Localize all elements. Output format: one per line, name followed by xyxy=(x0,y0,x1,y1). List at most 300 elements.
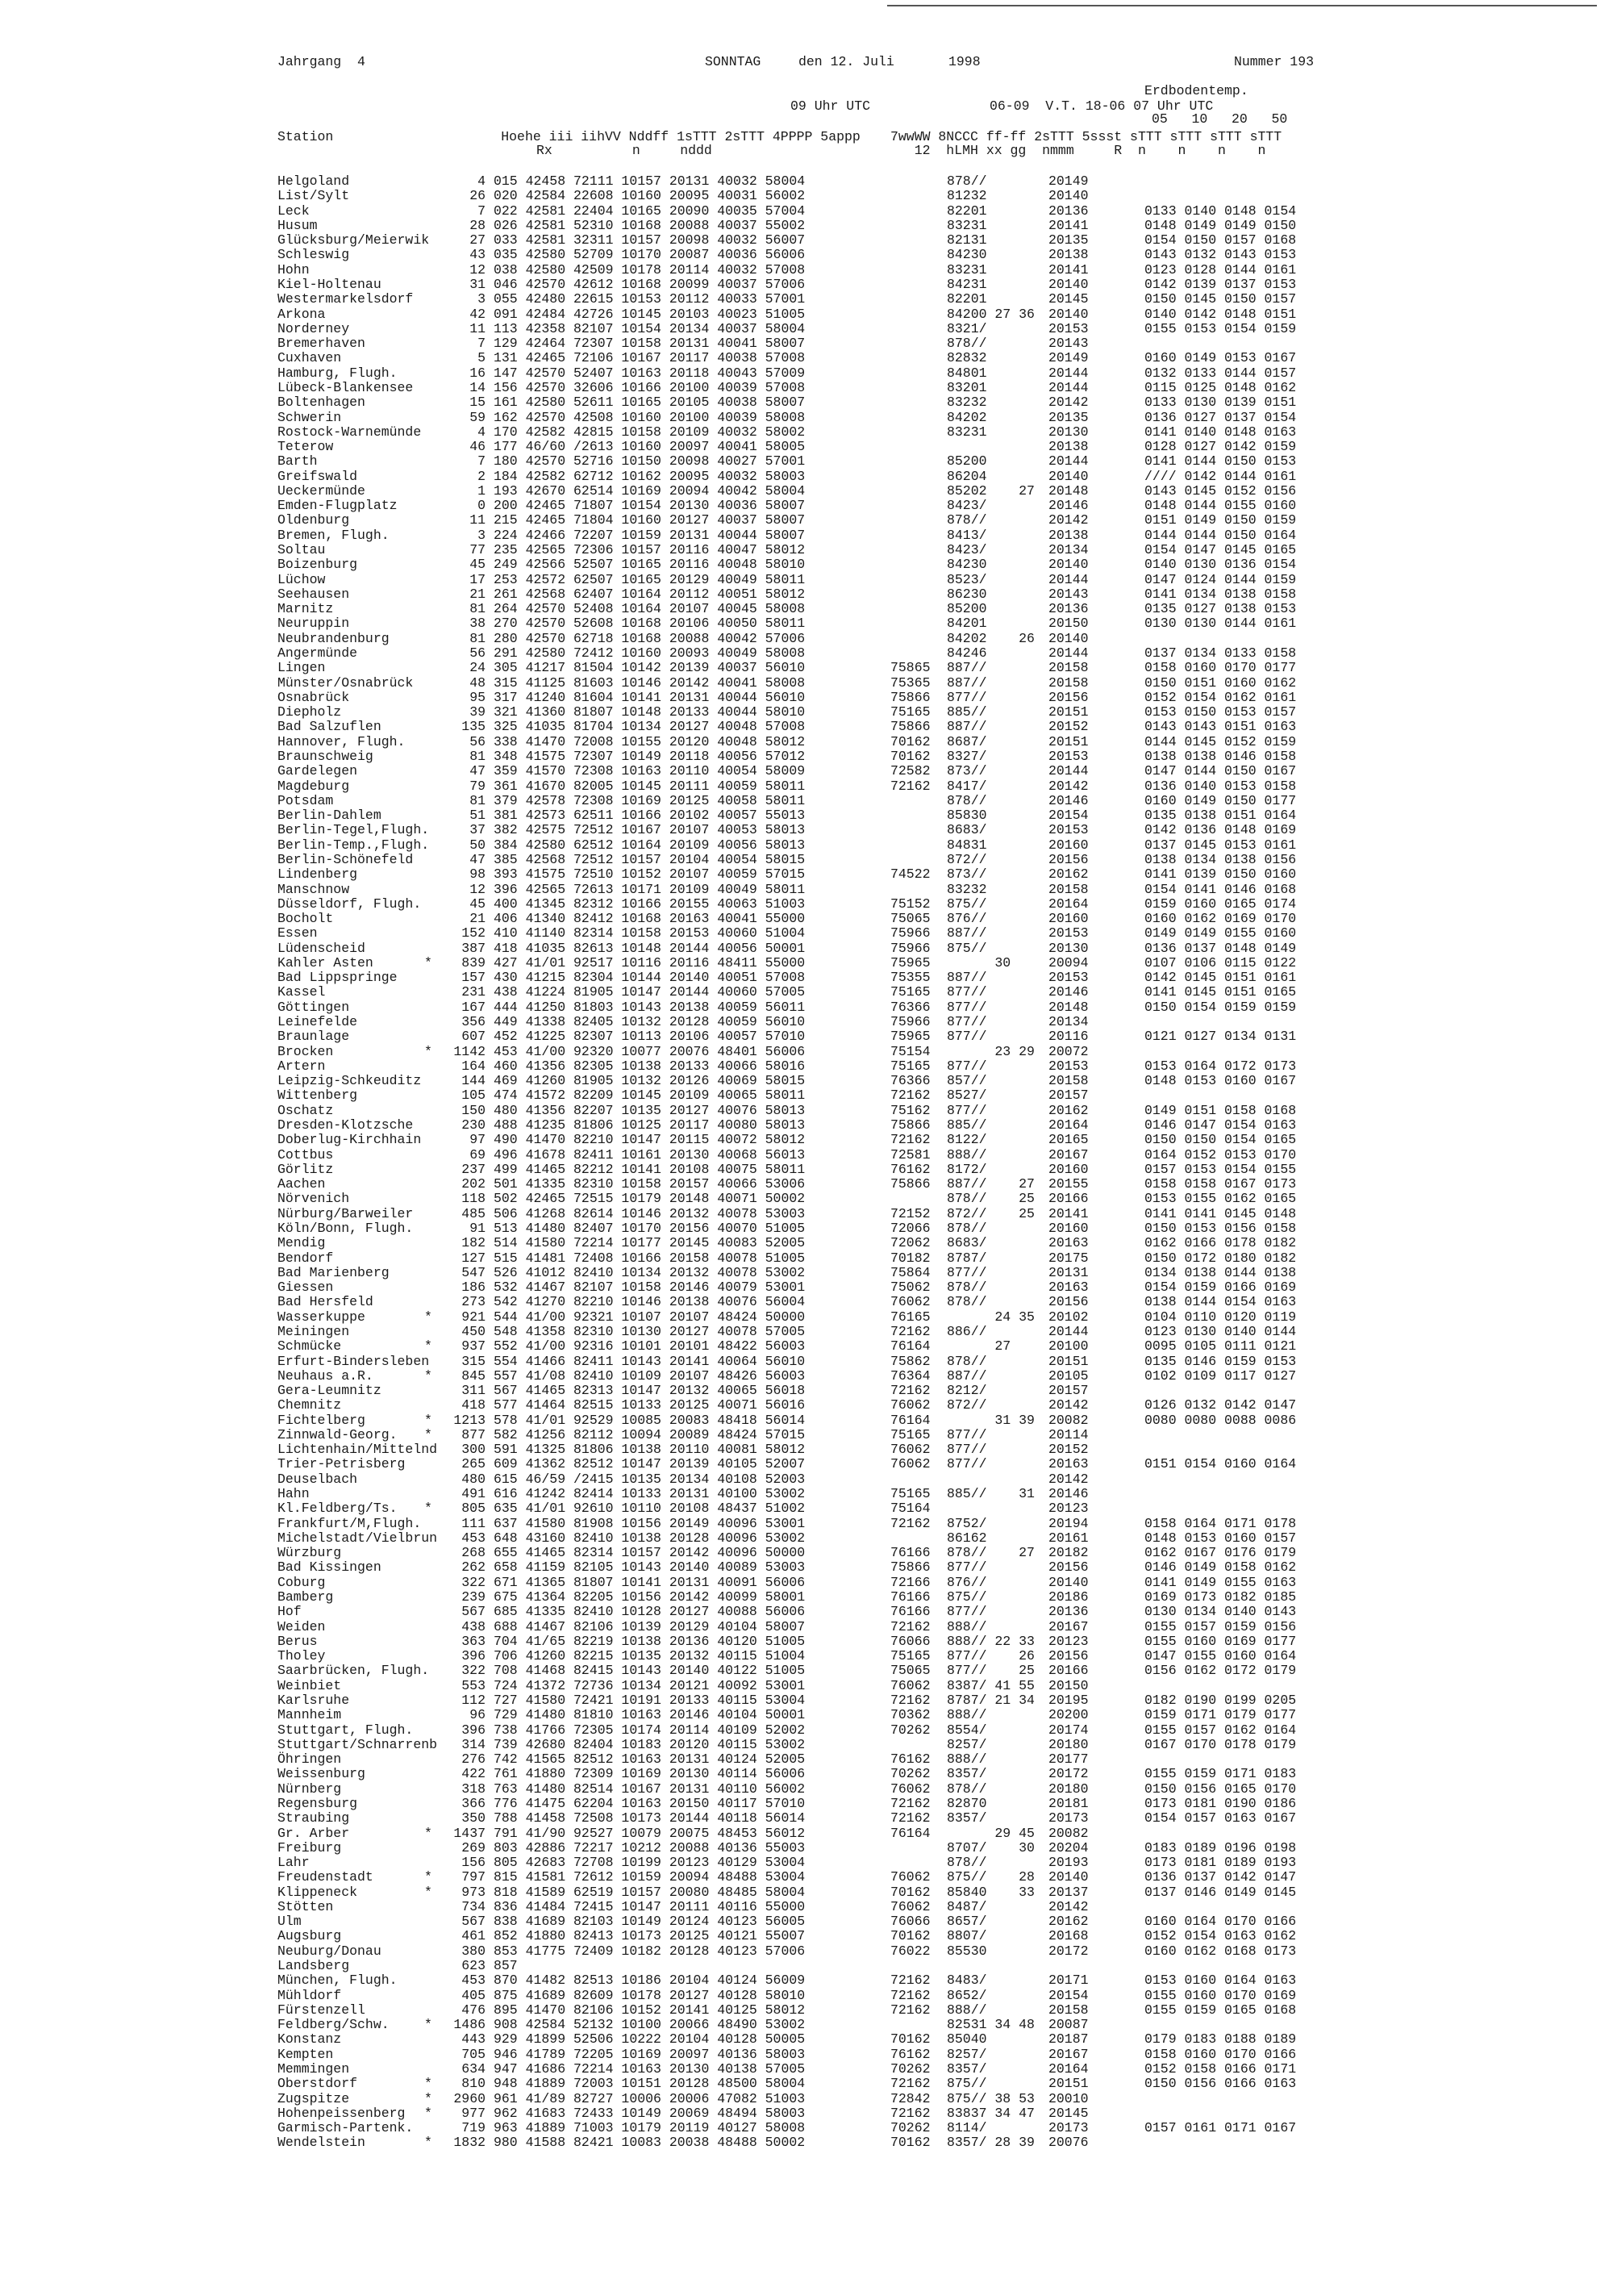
station-name: Stuttgart, Flugh. xyxy=(277,1722,414,1738)
weather-group: 72152 xyxy=(890,1205,931,1221)
soil-temperatures: 0137 0146 0149 0145 xyxy=(1144,1884,1297,1900)
weather-group: 75866 xyxy=(890,1176,931,1192)
station-name: Kassel xyxy=(277,984,326,1000)
station-name: Bremerhaven xyxy=(277,336,365,352)
weather-group: 72162 xyxy=(890,1972,931,1989)
station-height: 453 xyxy=(461,1972,486,1989)
station-name: Lingen xyxy=(277,660,326,676)
synop-groups: 270 42570 52608 10168 20106 40050 58011 xyxy=(494,616,806,632)
station-height: 734 xyxy=(461,1898,486,1914)
weather-group: 70162 xyxy=(890,2135,931,2151)
synop-groups: 763 41480 82514 10167 20131 40110 56002 xyxy=(494,1780,806,1797)
weather-group: 75165 xyxy=(890,1058,931,1074)
min-temp-group: 20135 xyxy=(1048,232,1089,248)
station-height: 95 xyxy=(469,689,486,705)
soil-temperatures: 0148 0144 0155 0160 xyxy=(1144,498,1297,514)
cloud-wind-group: 877// xyxy=(947,1604,987,1620)
station-name: Lahr xyxy=(277,1855,310,1871)
table-row xyxy=(277,1266,1600,1280)
min-temp-group: 20138 xyxy=(1048,527,1089,543)
station-name: Deuselbach xyxy=(277,1471,358,1487)
station-name: Angermünde xyxy=(277,645,358,661)
station-name: Wittenberg xyxy=(277,1087,358,1104)
station-height: 485 xyxy=(461,1205,486,1221)
synop-groups: 035 42580 52709 10170 20087 40036 56006 xyxy=(494,247,806,263)
min-temp-group: 20116 xyxy=(1048,1029,1089,1045)
station-height: 315 xyxy=(461,1353,486,1369)
station-name: Rostock-Warnemünde xyxy=(277,424,422,440)
min-temp-group: 20153 xyxy=(1048,748,1089,764)
soil-temperatures: 0158 0164 0171 0178 xyxy=(1144,1515,1297,1531)
station-name: Hof xyxy=(277,1604,302,1620)
station-name: Berus xyxy=(277,1633,318,1649)
synop-groups: 131 42465 72106 10167 20117 40038 57008 xyxy=(494,350,806,366)
cloud-wind-group: 8212/ xyxy=(947,1383,987,1399)
station-height: 3 xyxy=(477,291,486,307)
soil-temperatures: 0136 0137 0148 0149 xyxy=(1144,940,1297,956)
table-row xyxy=(277,2003,1600,2018)
table-row xyxy=(277,1708,1600,1722)
station-name: Konstanz xyxy=(277,2031,342,2048)
station-name: Manschnow xyxy=(277,881,350,897)
station-height: 11 xyxy=(469,320,486,336)
station-name: Bocholt xyxy=(277,911,334,927)
table-row xyxy=(277,1355,1600,1369)
station-name: Oschatz xyxy=(277,1102,334,1118)
station-height: 547 xyxy=(461,1264,486,1280)
station-height: 366 xyxy=(461,1795,486,1811)
table-row xyxy=(277,602,1600,616)
weather-group: 72162 xyxy=(890,1987,931,2003)
soil-temperatures: 0121 0127 0134 0131 xyxy=(1144,1029,1297,1045)
table-row xyxy=(277,2106,1600,2121)
weather-group: 70262 xyxy=(890,2061,931,2077)
weather-group: 75966 xyxy=(890,925,931,941)
weather-group: 75365 xyxy=(890,674,931,691)
station-name: Mannheim xyxy=(277,1707,342,1723)
soil-temperatures: 0151 0154 0160 0164 xyxy=(1144,1456,1297,1472)
station-height: 450 xyxy=(461,1323,486,1339)
min-temp-group: 20141 xyxy=(1048,217,1089,233)
station-height: 96 xyxy=(469,1707,486,1723)
table-row xyxy=(277,749,1600,764)
min-temp-group: 20136 xyxy=(1048,601,1089,617)
station-height: 38 xyxy=(469,616,486,632)
weather-group: 72162 xyxy=(890,1132,931,1148)
soil-temperatures: 0150 0154 0159 0159 xyxy=(1144,999,1297,1015)
min-temp-group: 20140 xyxy=(1048,306,1089,322)
synop-groups: 963 41889 71003 10179 20119 40127 58008 xyxy=(494,2120,806,2136)
station-name: Bad Lippspringe xyxy=(277,970,398,986)
mountain-marker: * xyxy=(424,2135,432,2151)
synop-groups: 685 41335 82410 10128 20127 40088 56006 xyxy=(494,1604,806,1620)
station-name: Arkona xyxy=(277,306,326,322)
station-name: Saarbrücken, Flugh. xyxy=(277,1663,430,1679)
station-name: Zugspitze xyxy=(277,2090,350,2106)
station-name: Husum xyxy=(277,217,318,233)
cloud-wind-group: 8683/ xyxy=(947,822,987,838)
table-row xyxy=(277,1797,1600,1811)
min-temp-group: 20144 xyxy=(1048,379,1089,395)
station-name: Lichtenhain/Mittelnd xyxy=(277,1442,438,1458)
station-name: Garmisch-Partenk. xyxy=(277,2120,414,2136)
station-height: 311 xyxy=(461,1383,486,1399)
station-height: 877 xyxy=(461,1426,486,1442)
station-height: 56 xyxy=(469,645,486,661)
cloud-wind-group: 30 xyxy=(947,954,1011,971)
station-height: 59 xyxy=(469,409,486,425)
weekday: SONNTAG xyxy=(705,54,761,69)
synop-groups: 658 41159 82105 10143 20140 40089 53003 xyxy=(494,1559,806,1576)
station-name: Wasserkuppe xyxy=(277,1309,365,1325)
table-row xyxy=(277,1959,1600,1973)
min-temp-group: 20156 xyxy=(1048,851,1089,867)
station-height: 79 xyxy=(469,778,486,794)
min-temp-group: 20167 xyxy=(1048,2046,1089,2062)
mountain-marker: * xyxy=(424,1825,432,1841)
table-row xyxy=(277,1605,1600,1619)
station-name: Hamburg, Flugh. xyxy=(277,365,398,381)
min-temp-group: 20130 xyxy=(1048,940,1089,956)
station-name: Bad Kissingen xyxy=(277,1559,381,1576)
station-name: Michelstadt/Vielbrun xyxy=(277,1530,438,1546)
weather-group: 72162 xyxy=(890,2076,931,2092)
weather-group: 76366 xyxy=(890,1073,931,1089)
soil-temperatures: 0148 0153 0160 0157 xyxy=(1144,1530,1297,1546)
cloud-wind-group: 8327/ xyxy=(947,748,987,764)
min-temp-group: 20142 xyxy=(1048,778,1089,794)
table-row xyxy=(277,1752,1600,1767)
station-name: Regensburg xyxy=(277,1795,358,1811)
synop-groups: 526 41012 82410 10134 20132 40078 53002 xyxy=(494,1264,806,1280)
synop-groups: 552 41/00 92316 10101 20101 48422 56003 xyxy=(494,1338,806,1355)
station-name: Bad Marienberg xyxy=(277,1264,390,1280)
soil-temperatures: 0140 0130 0136 0154 xyxy=(1144,557,1297,573)
synop-groups: 788 41458 72508 10173 20144 40118 56014 xyxy=(494,1810,806,1826)
min-temp-group: 20175 xyxy=(1048,1250,1089,1266)
cloud-wind-group: 85830 xyxy=(947,808,987,824)
weather-group: 75866 xyxy=(890,719,931,735)
table-row xyxy=(277,1177,1600,1192)
synop-groups: 393 41575 72510 10152 20107 40059 57015 xyxy=(494,866,806,883)
table-row xyxy=(277,1192,1600,1206)
synop-groups: 947 41686 72214 10163 20130 40138 57005 xyxy=(494,2061,806,2077)
cloud-wind-group: 877// xyxy=(947,984,987,1000)
table-row xyxy=(277,705,1600,720)
station-name: Weinbiet xyxy=(277,1677,342,1693)
table-row xyxy=(277,292,1600,307)
min-temp-group: 20082 xyxy=(1048,1825,1089,1841)
synop-groups: 852 41880 82413 10173 20125 40121 55007 xyxy=(494,1928,806,1944)
synop-groups: 742 41565 82512 10163 20131 40124 52005 xyxy=(494,1751,806,1768)
column-headers-right: 7wwWW 8NCCC ff-ff 2sTTT 5ssst sTTT sTTT sTTT sTTT xyxy=(890,129,1282,144)
synop-groups: 739 42680 82404 10183 20120 40115 53002 xyxy=(494,1736,806,1752)
station-name: Bamberg xyxy=(277,1589,334,1605)
table-row xyxy=(277,1015,1600,1029)
synop-groups: 729 41480 81810 10163 20146 40104 50001 xyxy=(494,1707,806,1723)
weather-group: 72062 xyxy=(890,1235,931,1251)
cloud-wind-group: 8554/ xyxy=(947,1722,987,1738)
soil-temperatures: 0136 0140 0153 0158 xyxy=(1144,778,1297,794)
synop-groups: 379 42578 72308 10169 20125 40058 58011 xyxy=(494,792,806,808)
min-temp-group: 20180 xyxy=(1048,1780,1089,1797)
soil-temperatures: 0158 0158 0167 0173 xyxy=(1144,1176,1297,1192)
table-row xyxy=(277,779,1600,794)
min-temp-group: 20072 xyxy=(1048,1043,1089,1059)
station-name: Bendorf xyxy=(277,1250,334,1266)
table-row xyxy=(277,2092,1600,2106)
station-height: 810 xyxy=(461,2076,486,2092)
station-name: Neubrandenburg xyxy=(277,630,390,646)
cloud-wind-group: 83231 xyxy=(947,424,987,440)
min-temp-group: 20123 xyxy=(1048,1633,1089,1649)
weather-group: 76165 xyxy=(890,1309,931,1325)
station-height: 12 xyxy=(469,261,486,278)
station-name: Soltau xyxy=(277,542,326,558)
station-name: Gera-Leumnitz xyxy=(277,1383,381,1399)
min-temp-group: 20152 xyxy=(1048,1442,1089,1458)
table-row xyxy=(277,1649,1600,1664)
station-height: 453 xyxy=(461,1530,486,1546)
table-row xyxy=(277,1118,1600,1133)
min-temp-group: 20187 xyxy=(1048,2031,1089,2048)
synop-groups: 671 41365 81807 10141 20131 40091 56006 xyxy=(494,1574,806,1590)
soil-temperatures: 0153 0164 0172 0173 xyxy=(1144,1058,1297,1074)
station-name: Osnabrück xyxy=(277,689,350,705)
cloud-wind-group: 878// xyxy=(947,512,987,528)
synop-groups: 791 41/90 92527 10079 20075 48453 56012 xyxy=(494,1825,806,1841)
station-height: 17 xyxy=(469,571,486,587)
station-height: 156 xyxy=(461,1855,486,1871)
cloud-wind-group: 886// xyxy=(947,1323,987,1339)
cloud-wind-group: 887// 27 xyxy=(947,1176,1035,1192)
min-temp-group: 20156 xyxy=(1048,1294,1089,1310)
cloud-wind-group: 29 45 xyxy=(947,1825,1035,1841)
min-temp-group: 20193 xyxy=(1048,1855,1089,1871)
cloud-wind-group: 8423/ xyxy=(947,542,987,558)
station-name: Aachen xyxy=(277,1176,326,1192)
min-temp-group: 20143 xyxy=(1048,586,1089,602)
synop-groups: 396 42565 72613 10171 20109 40049 58011 xyxy=(494,881,806,897)
station-height: 150 xyxy=(461,1102,486,1118)
table-row xyxy=(277,1428,1600,1442)
table-row xyxy=(277,587,1600,602)
table-row xyxy=(277,1929,1600,1943)
soil-temperatures: 0160 0162 0168 0173 xyxy=(1144,1943,1297,1959)
station-name: Mühldorf xyxy=(277,1987,342,2003)
table-row xyxy=(277,336,1600,351)
cloud-wind-group: 888// xyxy=(947,1146,987,1163)
station-name: Ulm xyxy=(277,1914,302,1930)
synop-groups: 038 42580 42509 10178 20114 40032 57008 xyxy=(494,261,806,278)
station-height: 91 xyxy=(469,1220,486,1236)
soil-temperatures: 0134 0138 0144 0138 xyxy=(1144,1264,1297,1280)
synop-groups: 513 41480 82407 10170 20156 40070 51005 xyxy=(494,1220,806,1236)
min-temp-group: 20143 xyxy=(1048,336,1089,352)
table-row xyxy=(277,1029,1600,1044)
station-name: Görlitz xyxy=(277,1161,334,1177)
soil-temperatures: 0144 0144 0150 0164 xyxy=(1144,527,1297,543)
weather-group: 76062 xyxy=(890,1869,931,1885)
station-name: Nörvenich xyxy=(277,1191,350,1207)
station-height: 567 xyxy=(461,1604,486,1620)
station-name: Brocken xyxy=(277,1043,334,1059)
cloud-wind-group: 875// xyxy=(947,895,987,912)
station-height: 7 xyxy=(477,202,486,219)
synop-groups: 895 41470 82106 10152 20141 40125 58012 xyxy=(494,2002,806,2018)
synop-groups: 438 41224 81905 10147 20144 40060 57005 xyxy=(494,984,806,1000)
table-row xyxy=(277,912,1600,926)
station-name: Chemnitz xyxy=(277,1397,342,1413)
station-height: 269 xyxy=(461,1839,486,1856)
synop-groups: 430 41215 82304 10144 20140 40051 57008 xyxy=(494,970,806,986)
cloud-wind-group: 878// 27 xyxy=(947,1545,1035,1561)
station-name: Neuruppin xyxy=(277,616,350,632)
synop-groups: 224 42466 72207 10159 20131 40044 58007 xyxy=(494,527,806,543)
soil-temperatures: 0152 0154 0163 0162 xyxy=(1144,1928,1297,1944)
table-row xyxy=(277,543,1600,557)
synop-groups: 838 41689 82103 10149 20124 40123 56005 xyxy=(494,1914,806,1930)
cloud-wind-group: 885// xyxy=(947,704,987,720)
cloud-wind-group: 887// xyxy=(947,1367,987,1384)
station-height: 2960 xyxy=(453,2090,486,2106)
table-row xyxy=(277,1560,1600,1575)
synop-groups: 502 42465 72515 10179 20148 40071 50002 xyxy=(494,1191,806,1207)
station-name: Doberlug-Kirchhain xyxy=(277,1132,422,1148)
cloud-wind-group: 877// xyxy=(947,1102,987,1118)
min-temp-group: 20146 xyxy=(1048,792,1089,808)
weather-group: 76022 xyxy=(890,1943,931,1959)
min-temp-group: 20157 xyxy=(1048,1383,1089,1399)
min-temp-group: 20076 xyxy=(1048,2135,1089,2151)
table-row xyxy=(277,1251,1600,1266)
station-height: 268 xyxy=(461,1545,486,1561)
soil-temperatures: 0183 0189 0196 0198 xyxy=(1144,1839,1297,1856)
soil-temperatures: 0150 0156 0165 0170 xyxy=(1144,1780,1297,1797)
soil-temperatures: 0102 0109 0117 0127 xyxy=(1144,1367,1297,1384)
table-row xyxy=(277,1295,1600,1309)
table-row xyxy=(277,1133,1600,1147)
table-row xyxy=(277,794,1600,808)
station-name: Braunlage xyxy=(277,1029,350,1045)
station-name: Bad Salzuflen xyxy=(277,719,381,735)
station-name: Augsburg xyxy=(277,1928,342,1944)
table-row xyxy=(277,838,1600,853)
min-temp-group: 20174 xyxy=(1048,1722,1089,1738)
synop-groups: 567 41465 82313 10147 20132 40065 56018 xyxy=(494,1383,806,1399)
soil-temperatures: 0150 0145 0150 0157 xyxy=(1144,291,1297,307)
table-row xyxy=(277,1045,1600,1059)
cloud-wind-group: 8413/ xyxy=(947,527,987,543)
table-row xyxy=(277,351,1600,365)
table-row xyxy=(277,1163,1600,1177)
synop-groups: 496 41678 82411 10161 20130 40068 56013 xyxy=(494,1146,806,1163)
station-height: 4 xyxy=(477,173,486,189)
soil-temperatures: 0146 0147 0154 0163 xyxy=(1144,1117,1297,1133)
station-name: Münster/Osnabrück xyxy=(277,674,414,691)
station-height: 21 xyxy=(469,586,486,602)
cloud-wind-group: 8527/ xyxy=(947,1087,987,1104)
min-temp-group: 20156 xyxy=(1048,1648,1089,1664)
station-height: 973 xyxy=(461,1884,486,1900)
station-name: Trier-Petrisberg xyxy=(277,1456,406,1472)
synop-groups: 400 41345 82312 10166 20155 40063 51003 xyxy=(494,895,806,912)
table-row xyxy=(277,322,1600,336)
soil-temperatures: 0160 0164 0170 0166 xyxy=(1144,1914,1297,1930)
synop-groups: 532 41467 82107 10158 20146 40079 53001 xyxy=(494,1279,806,1296)
cloud-wind-group: 84246 xyxy=(947,645,987,661)
station-name: Berlin-Temp.,Flugh. xyxy=(277,837,430,853)
station-name: Oldenburg xyxy=(277,512,350,528)
weather-group: 72581 xyxy=(890,1146,931,1163)
min-temp-group: 20140 xyxy=(1048,557,1089,573)
min-temp-group: 20204 xyxy=(1048,1839,1089,1856)
synop-groups: 946 41789 72205 10169 20097 40136 58003 xyxy=(494,2046,806,2062)
table-row xyxy=(277,1782,1600,1797)
station-name: Memmingen xyxy=(277,2061,350,2077)
station-name: Marnitz xyxy=(277,601,334,617)
weather-group: 76166 xyxy=(890,1604,931,1620)
soil-temperatures: 0147 0144 0150 0167 xyxy=(1144,763,1297,779)
station-name: Schleswig xyxy=(277,247,350,263)
station-table xyxy=(277,174,1600,2151)
synop-groups: 215 42465 71804 10160 20127 40037 58007 xyxy=(494,512,806,528)
cloud-wind-group: 8707/ 30 xyxy=(947,1839,1035,1856)
station-height: 164 xyxy=(461,1058,486,1074)
station-height: 112 xyxy=(461,1692,486,1708)
table-row xyxy=(277,1207,1600,1221)
table-row xyxy=(277,470,1600,484)
min-temp-group: 20137 xyxy=(1048,1884,1089,1900)
table-row xyxy=(277,2048,1600,2062)
cloud-wind-group: 885// xyxy=(947,1117,987,1133)
table-row xyxy=(277,454,1600,469)
weather-group: 75162 xyxy=(890,1102,931,1118)
min-temp-group: 20145 xyxy=(1048,291,1089,307)
soil-temperatures: 0154 0157 0163 0167 xyxy=(1144,1810,1297,1826)
table-row xyxy=(277,2032,1600,2047)
station-height: 0 xyxy=(477,498,486,514)
synop-groups: 980 41588 82421 10083 20038 48488 50002 xyxy=(494,2135,806,2151)
synop-groups: 582 41256 82112 10094 20089 48424 57015 xyxy=(494,1426,806,1442)
synop-groups: 615 46/59 /2415 10135 20134 40108 52003 xyxy=(494,1471,806,1487)
station-height: 1142 xyxy=(453,1043,486,1059)
min-temp-group: 20162 xyxy=(1048,1914,1089,1930)
cloud-wind-group: 876// xyxy=(947,1574,987,1590)
station-name: Coburg xyxy=(277,1574,326,1590)
table-row xyxy=(277,1900,1600,1914)
table-row xyxy=(277,956,1600,971)
table-row xyxy=(277,941,1600,956)
min-temp-group: 20136 xyxy=(1048,202,1089,219)
station-name: Hohenpeissenberg xyxy=(277,2105,406,2121)
table-row xyxy=(277,411,1600,425)
station-height: 77 xyxy=(469,542,486,558)
weather-group: 72582 xyxy=(890,763,931,779)
weather-group: 72162 xyxy=(890,1383,931,1399)
min-temp-group: 20146 xyxy=(1048,498,1089,514)
cloud-wind-group: 878// 25 xyxy=(947,1191,1035,1207)
soil-temperatures: 0179 0183 0188 0189 xyxy=(1144,2031,1297,2048)
synop-groups: 554 41466 82411 10143 20141 40064 56010 xyxy=(494,1353,806,1369)
station-height: 97 xyxy=(469,1132,486,1148)
station-height: 50 xyxy=(469,837,486,853)
station-name: Zinnwald-Georg. xyxy=(277,1426,398,1442)
weather-group: 72162 xyxy=(890,1692,931,1708)
cloud-wind-group: 8114/ xyxy=(947,2120,987,2136)
soil-temperatures: 0158 0160 0170 0166 xyxy=(1144,2046,1297,2062)
min-temp-group: 20144 xyxy=(1048,763,1089,779)
